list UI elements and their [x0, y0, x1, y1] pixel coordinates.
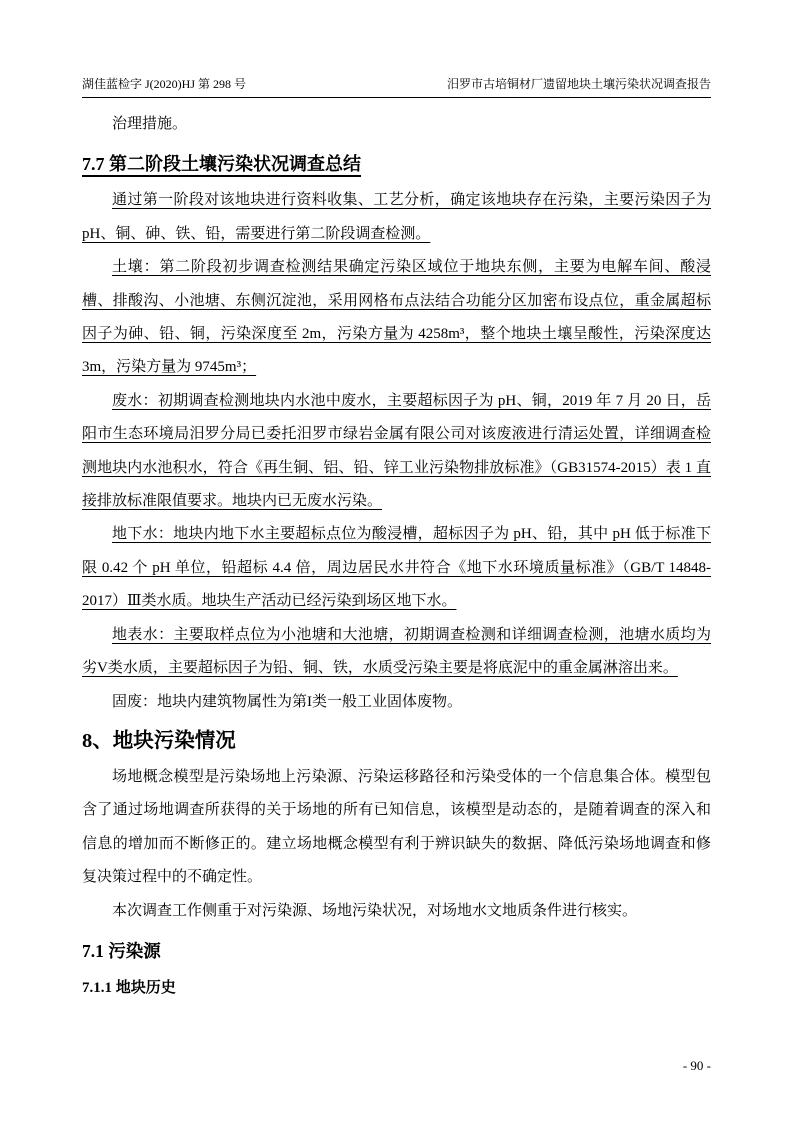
paragraph-first-stage-summary: 通过第一阶段对该地块进行资料收集、工艺分析，确定该地块存在污染，主要污染因子为 pH、铜、砷、铁、铅，需要进行第二阶段调查检测。	[82, 192, 711, 242]
paragraph-continuation: 治理措施。	[112, 116, 188, 132]
section-7-7-heading: 7.7 第二阶段土壤污染状况调查总结	[82, 154, 361, 175]
page-header	[82, 76, 711, 98]
section-7-1-1-heading: 7.1.1 地块历史	[82, 979, 176, 996]
page-content	[82, 108, 711, 1004]
page-number: - 90 -	[682, 1058, 711, 1073]
paragraph-solid-waste: 固废：地块内建筑物属性为第I类一般工业固体废物。	[112, 693, 462, 710]
section-7-1-heading: 7.1 污染源	[82, 940, 161, 961]
paragraph-groundwater: 地下水：地块内地下水主要超标点位为酸浸槽，超标因子为 pH、铅，其中 pH 低于标准下限 0.42 个 pH 单位，铅超标 4.4 倍，周边居民水井符合《地下水环境质量标准》（GB/T 14848-2017）Ⅲ类水质。地块生产活动已经污染到场区地下水。	[82, 526, 711, 610]
section-8-heading: 8、地块污染情况	[82, 729, 236, 752]
header-report-title: 汨罗市古培铜材厂遗留地块土壤污染状况调查报告	[446, 77, 711, 91]
paragraph-conceptual-model: 场地概念模型是污染场地上污染源、污染运移路径和污染受体的一个信息集合体。模型包含了通过场地调查所获得的关于场地的所有已知信息，该模型是动态的，是随着调查的深入和信息的增加而不断修正的。建立场地概念模型有利于辨识缺失的数据、降低污染场地调查和修复决策过程中的不确定性。	[82, 768, 711, 886]
paragraph-soil: 土壤：第二阶段初步调查检测结果确定污染区域位于地块东侧，主要为电解车间、酸浸槽、排酸沟、小池塘、东侧沉淀池，采用网格布点法结合功能分区加密布设点位，重金属超标因子为砷、铅、铜，污染深度至 2m，污染方量为 4258m³，整个地块土壤呈酸性，污染深度达 3m，污染方量为 9745m³；	[82, 259, 711, 376]
paragraph-surface-water: 地表水：主要取样点位为小池塘和大池塘，初期调查检测和详细调查检测，池塘水质均为劣V类水质，主要超标因子为铅、铜、铁，水质受污染主要是将底泥中的重金属淋溶出来。	[82, 626, 711, 677]
page-footer	[683, 1058, 711, 1074]
header-doc-number: 湖佳蓝检字 J(2020)HJ 第 298 号	[82, 77, 246, 91]
paragraph-survey-focus: 本次调查工作侧重于对污染源、场地污染状况，对场地水文地质条件进行核实。	[112, 902, 638, 919]
paragraph-wastewater: 废水：初期调查检测地块内水池中废水，主要超标因子为 pH、铜，2019 年 7 月 20 日，岳阳市生态环境局汨罗分局已委托汨罗市绿岩金属有限公司对该废液进行清运处置，详细调查检测地块内水池积水，符合《再生铜、铝、铅、锌工业污染物排放标准》（GB31574-2015）表 1 直接排放标准限值要求。地块内已无废水污染。	[82, 392, 711, 510]
